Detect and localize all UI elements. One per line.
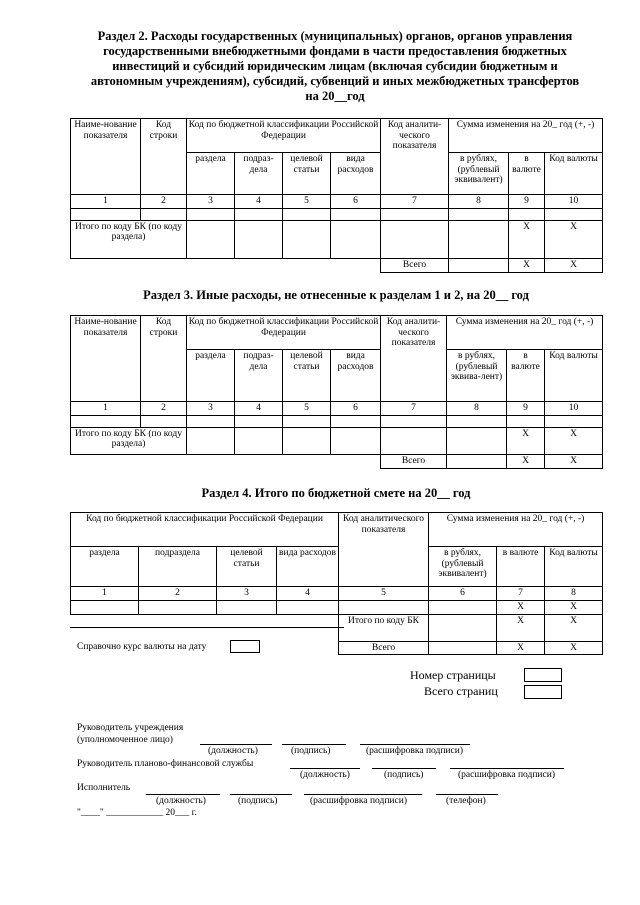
s3-header-code: Код строки [141,316,187,402]
s3-itogo-label: Итого по коду БК (по коду раздела) [71,427,187,454]
s4-num: 4 [277,587,339,601]
s4-header-curcode: Код валюты [545,547,603,587]
head-signature-caption: (подпись) [291,746,331,756]
s3-header-analytic: Код аналити-ческого показателя [381,316,447,402]
s3-x: X [507,454,545,468]
section2-table [70,118,603,273]
s3-header-cur: в валюте [507,350,545,402]
s3-header-bk: Код по бюджетной классификации Российской Федерации [187,316,381,350]
page-number-input[interactable] [524,668,562,682]
finance-position-caption: (должность) [300,770,350,780]
s2-header-curcode: Код валюты [545,153,603,195]
total-pages-input[interactable] [524,685,562,699]
s3-num: 3 [187,402,235,416]
s2-vsego-label: Всего [381,258,449,272]
s3-num: 1 [71,402,141,416]
s3-x: X [507,427,545,454]
s3-num: 4 [235,402,283,416]
s4-num: 8 [545,587,603,601]
section3-title: Раздел 3. Иные расходы, не отнесенные к разделам 1 и 2, на 20__ год [143,288,529,302]
executor-position-caption: (должность) [156,796,206,806]
s4-x: X [545,614,603,641]
rate-label: Справочно курс валюты на дату [77,642,207,652]
s2-num: 6 [331,195,381,209]
finance-signature-caption: (подпись) [384,770,424,780]
s3-header-curcode: Код валюты [545,350,603,402]
s2-header-rub: в рублях, (рублевый эквивалент) [449,153,509,195]
s2-x: X [545,220,603,258]
section4-title: Раздел 4. Итого по бюджетной смете на 20__ год [201,486,471,500]
s3-header-vid: вида расходов [331,350,381,402]
s2-num: 4 [235,195,283,209]
section3-table [70,315,603,469]
s3-num: 2 [141,402,187,416]
s2-num: 10 [545,195,603,209]
s3-num: 8 [447,402,507,416]
s4-header-podrazdel: подраздела [139,547,217,587]
s4-x: X [545,641,603,655]
s2-num: 7 [381,195,449,209]
s4-x: X [497,641,545,655]
s4-vsego-label: Всего [339,641,429,655]
s3-header-target: целевой статьи [283,350,331,402]
finance-decoding-caption: (расшифровка подписи) [458,770,555,780]
executor-decoding-caption: (расшифровка подписи) [310,796,407,806]
s3-header-name: Наиме-нование показателя [71,316,141,402]
head-decoding-caption: (расшифровка подписи) [366,746,463,756]
s4-header-analytic: Код аналитического показателя [339,513,429,587]
s4-x: X [497,614,545,641]
s4-x: X [545,600,603,614]
s2-header-analytic: Код аналити-ческого показателя [381,119,449,195]
s3-x: X [545,454,603,468]
rate-input[interactable] [230,640,260,653]
head-label: Руководитель учреждения [77,723,184,733]
s4-itogo-label: Итого по коду БК [339,614,429,641]
s2-num: 5 [283,195,331,209]
s4-header-cur: в валюте [497,547,545,587]
s2-x: X [509,220,545,258]
s4-num: 7 [497,587,545,601]
head-position-caption: (должность) [208,746,258,756]
s2-header-podrazdel: подраз-дела [235,153,283,195]
s3-data-row[interactable] [71,415,603,427]
s3-vsego-label: Всего [381,454,447,468]
s2-header-target: целевой статьи [283,153,331,195]
s3-num: 5 [283,402,331,416]
s4-num: 2 [139,587,217,601]
s3-header-podrazdel: подраз-дела [235,350,283,402]
date-field[interactable]: "____" ____________ 20___ г. [77,808,197,818]
s2-header-name: Наиме-нование показателя [71,119,141,195]
section4-table [70,512,603,655]
s2-num: 1 [71,195,141,209]
s2-header-sum: Сумма изменения на 20_ год (+, -) [449,119,603,153]
s4-header-bk: Код по бюджетной классификации Российской Федерации [71,513,339,547]
s2-num: 8 [449,195,509,209]
s4-header-razdel: раздела [71,547,139,587]
s2-header-code: Код строки [141,119,187,195]
s4-num: 6 [429,587,497,601]
s4-num: 1 [71,587,139,601]
s2-header-bk: Код по бюджетной классификации Российской Федерации [187,119,381,153]
page-number-label: Номер страницы [410,668,496,682]
s4-data-row[interactable] [71,600,603,614]
executor-label: Исполнитель [77,783,131,793]
s2-data-row[interactable] [71,208,603,220]
s4-header-rub: в рублях, (рублевый эквивалент) [429,547,497,587]
s2-header-vid: вида расходов [331,153,381,195]
head-label-2: (уполномоченное лицо) [77,735,173,745]
s4-num: 3 [217,587,277,601]
s3-x: X [545,427,603,454]
executor-signature-caption: (подпись) [238,796,278,806]
s4-header-vid: вида расходов [277,547,339,587]
s4-header-target: целевой статьи [217,547,277,587]
s2-header-cur: в валюте [509,153,545,195]
s4-x: X [497,600,545,614]
s4-header-sum: Сумма изменения на 20_ год (+, -) [429,513,603,547]
s2-x: X [545,258,603,272]
s2-header-razdel: раздела [187,153,235,195]
s3-header-rub: в рублях, (рублевый эквива-лент) [447,350,507,402]
total-pages-label: Всего страниц [424,684,498,698]
s3-header-razdel: раздела [187,350,235,402]
s3-header-sum: Сумма изменения на 20_ год (+, -) [447,316,603,350]
executor-phone-caption: (телефон) [446,796,486,806]
s3-num: 7 [381,402,447,416]
s3-num: 9 [507,402,545,416]
s2-num: 9 [509,195,545,209]
s2-itogo-label: Итого по коду БК (по коду раздела) [71,220,187,258]
section2-title: Раздел 2. Расходы государственных (муниципальных) органов, органов управления государственными внебюджетными фондами в части предоставления бюджетных инвестиций и субсидий юридическим лицам (включая субсидии бюджетным и автономным учреждениям), субсидий, субвенций и иных межбюджетных трансфертов на 20__год [90,29,580,103]
s3-num: 6 [331,402,381,416]
s2-num: 2 [141,195,187,209]
s2-num: 3 [187,195,235,209]
finance-head-label: Руководитель планово-финансовой службы [77,759,254,769]
s2-x: X [509,258,545,272]
s3-num: 10 [545,402,603,416]
s4-num: 5 [339,587,429,601]
